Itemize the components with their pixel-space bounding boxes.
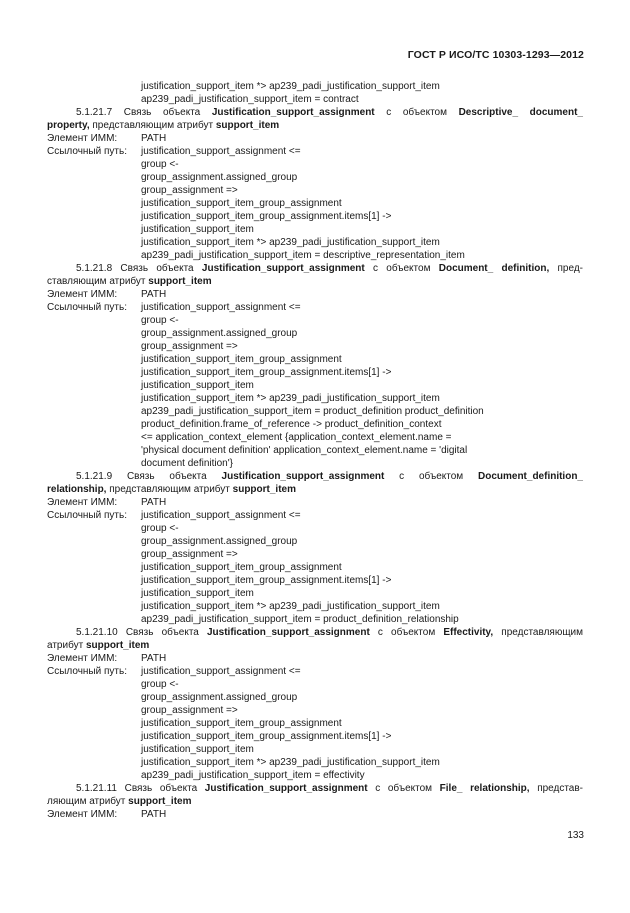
section-heading-5-1-21-7: 5.1.21.7 Связь объекта Justification_support_assignment с объектом Descriptive_ document_ (76, 107, 583, 118)
path-line: justification_support_item (141, 380, 254, 391)
path-row: Ссылочный путь: justification_support_assignment <= (47, 302, 301, 313)
element-row: Элемент ИММ: PATH (47, 289, 167, 300)
path-line: group <- (141, 315, 179, 326)
path-line: ap239_padi_justification_support_item = product_definition product_definition (141, 406, 484, 417)
path-line: group_assignment.assigned_group (141, 692, 298, 703)
path-line: group <- (141, 159, 179, 170)
section-heading-continuation: property, представляющим атрибут support_item (47, 120, 280, 131)
path-line: justification_support_item *> ap239_padi_justification_support_item (141, 757, 440, 768)
path-line: document definition'} (141, 458, 233, 469)
path-line: group_assignment.assigned_group (141, 328, 298, 339)
path-line: justification_support_item *> ap239_padi_justification_support_item (141, 601, 440, 612)
path-line: group_assignment => (141, 705, 238, 716)
page-header: ГОСТ Р ИСО/ТС 10303-1293—2012 (407, 49, 584, 61)
path-line: group <- (141, 679, 179, 690)
path-row: Ссылочный путь: justification_support_assignment <= (47, 146, 301, 157)
path-line: ap239_padi_justification_support_item = descriptive_representation_item (141, 250, 465, 261)
section-heading-continuation: ставляющим атрибут support_item (47, 276, 212, 287)
path-line: justification_support_item_group_assignment (141, 198, 342, 209)
path-line: product_definition.frame_of_reference -> product_definition_context (141, 419, 442, 430)
page-content (47, 80, 583, 821)
element-row: Элемент ИММ: PATH (47, 497, 167, 508)
element-row: Элемент ИММ: PATH (47, 809, 167, 820)
path-line: group_assignment.assigned_group (141, 172, 298, 183)
path-line: ap239_padi_justification_support_item = product_definition_relationship (141, 614, 459, 625)
path-line: justification_support_item_group_assignment.items[1] -> (141, 367, 392, 378)
path-line: justification_support_item *> ap239_padi_justification_support_item (141, 393, 440, 404)
path-line: ap239_padi_justification_support_item = contract (141, 94, 359, 105)
element-row: Элемент ИММ: PATH (47, 653, 167, 664)
element-row: Элемент ИММ: PATH (47, 133, 167, 144)
path-line: justification_support_item_group_assignment.items[1] -> (141, 575, 392, 586)
path-line: justification_support_item (141, 744, 254, 755)
path-row: Ссылочный путь: justification_support_assignment <= (47, 666, 301, 677)
path-line: justification_support_item (141, 588, 254, 599)
section-heading-5-1-21-11: 5.1.21.11 Связь объекта Justification_support_assignment с объектом File_ relationship, представ- (76, 783, 584, 794)
path-line: justification_support_item_group_assignment.items[1] -> (141, 731, 392, 742)
path-line: justification_support_item_group_assignment.items[1] -> (141, 211, 392, 222)
path-line: justification_support_item *> ap239_padi_justification_support_item (141, 81, 440, 92)
path-row: Ссылочный путь: justification_support_assignment <= (47, 510, 301, 521)
path-line: justification_support_item (141, 224, 254, 235)
path-line: group_assignment.assigned_group (141, 536, 298, 547)
section-heading-continuation: relationship, представляющим атрибут support_item (47, 484, 296, 495)
section-heading-continuation: атрибут support_item (47, 640, 150, 651)
path-line: group <- (141, 523, 179, 534)
section-heading-5-1-21-8: 5.1.21.8 Связь объекта Justification_support_assignment с объектом Document_ definition, пред- (76, 263, 583, 274)
path-line: ap239_padi_justification_support_item = effectivity (141, 770, 365, 781)
path-line: justification_support_item_group_assignment (141, 718, 342, 729)
path-line: justification_support_item_group_assignment (141, 562, 342, 573)
path-line: group_assignment => (141, 185, 238, 196)
path-line: group_assignment => (141, 549, 238, 560)
section-heading-5-1-21-10: 5.1.21.10 Связь объекта Justification_support_assignment с объектом Effectivity, представляющим (76, 627, 584, 638)
path-line: group_assignment => (141, 341, 238, 352)
section-heading-continuation: ляющим атрибут support_item (47, 796, 192, 807)
path-line: justification_support_item *> ap239_padi_justification_support_item (141, 237, 440, 248)
page-number: 133 (567, 830, 584, 841)
path-line: justification_support_item_group_assignment (141, 354, 342, 365)
section-heading-5-1-21-9: 5.1.21.9 Связь объекта Justification_support_assignment с объектом Document_definition_ (76, 471, 583, 482)
path-line: <= application_context_element {application_context_element.name = (141, 432, 452, 443)
path-line: 'physical document definition' application_context_element.name = 'digital (141, 445, 468, 456)
